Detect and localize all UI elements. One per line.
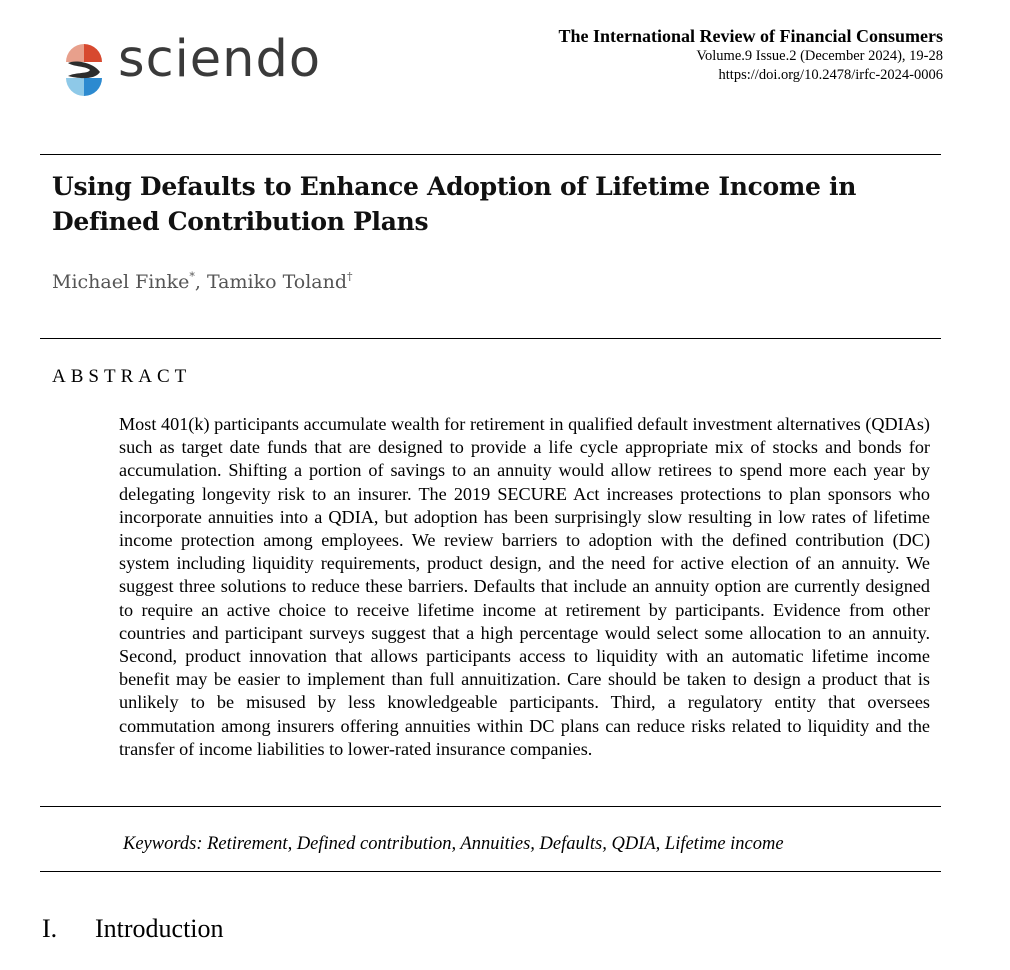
- keywords-divider: [40, 871, 941, 872]
- keywords-line: Keywords: Retirement, Defined contribution, Annuities, Defaults, QDIA, Lifetime income: [123, 834, 784, 854]
- paper-title: Using Defaults to Enhance Adoption of Lifetime Income in Defined Contribution Plans: [52, 172, 857, 236]
- abstract-divider: [40, 806, 941, 807]
- author-footnote-mark[interactable]: †: [347, 270, 353, 283]
- abstract-heading: ABSTRACT: [52, 366, 192, 387]
- publisher-wordmark: sciendo: [118, 30, 322, 89]
- section-title: Introduction: [95, 914, 224, 943]
- author-name: Tamiko Toland: [206, 271, 348, 293]
- logo-quadrant-top-right: [84, 44, 102, 62]
- abstract-text: Most 401(k) participants accumulate wealth for retirement in qualified default investment alternatives (QDIAs) such as target date funds that are designed to provide a life cycle appropriate mix of stocks and bonds for accumulation. Shifting a portion of savings to an annuity would allow retirees to spend more each year by delegating longevity risk to an insurer. The 2019 SECURE Act increases protections to plan sponsors who incorporate annuities into a QDIA, but adoption has been surprisingly slow resulting in low rates of lifetime income protection among employees. We review barriers to adoption with the defined contribution (DC) system including liquidity requirements, product design, and the need for active election of an annuity. We suggest three solutions to reduce these barriers. Defaults that include an annuity option are currently designed to require an active choice to receive lifetime income at retirement by participants. Evidence from other countries and participant surveys suggest that a high percentage would select some allocation to an annuity. Second, product innovation that allows participants access to liquidity with an automatic lifetime income benefit may be easier to implement than full annuitization. Care should be taken to design a product that is unlikely to be misused by less knowledgeable participants. Third, a regulatory entity that oversees commutation among insurers offering annuities within DC plans can reduce risks related to liquidity and the transfer of income liabilities to lower-rated insurance companies.: [119, 414, 930, 759]
- author-separator: ,: [194, 271, 207, 293]
- author-list: [52, 265, 353, 294]
- journal-volume: Volume.9 Issue.2 (December 2024), 19-28: [696, 48, 943, 64]
- logo-quadrant-top-left: [66, 44, 84, 62]
- journal-name: The International Review of Financial Consumers: [558, 26, 943, 46]
- section-number: I.: [42, 914, 58, 943]
- logo-quadrant-bottom-left: [66, 78, 84, 96]
- logo-wave: [68, 61, 100, 78]
- header-divider: [40, 154, 941, 155]
- sciendo-s-logo-icon: [64, 42, 104, 98]
- journal-doi-link[interactable]: https://doi.org/10.2478/irfc-2024-0006: [718, 67, 943, 83]
- author-name: Michael Finke: [52, 271, 190, 293]
- section-heading: [42, 913, 224, 945]
- logo-quadrant-bottom-right: [84, 78, 102, 96]
- journal-info: [559, 25, 944, 85]
- title-divider: [40, 338, 941, 339]
- author-footnote-mark[interactable]: *: [189, 270, 195, 283]
